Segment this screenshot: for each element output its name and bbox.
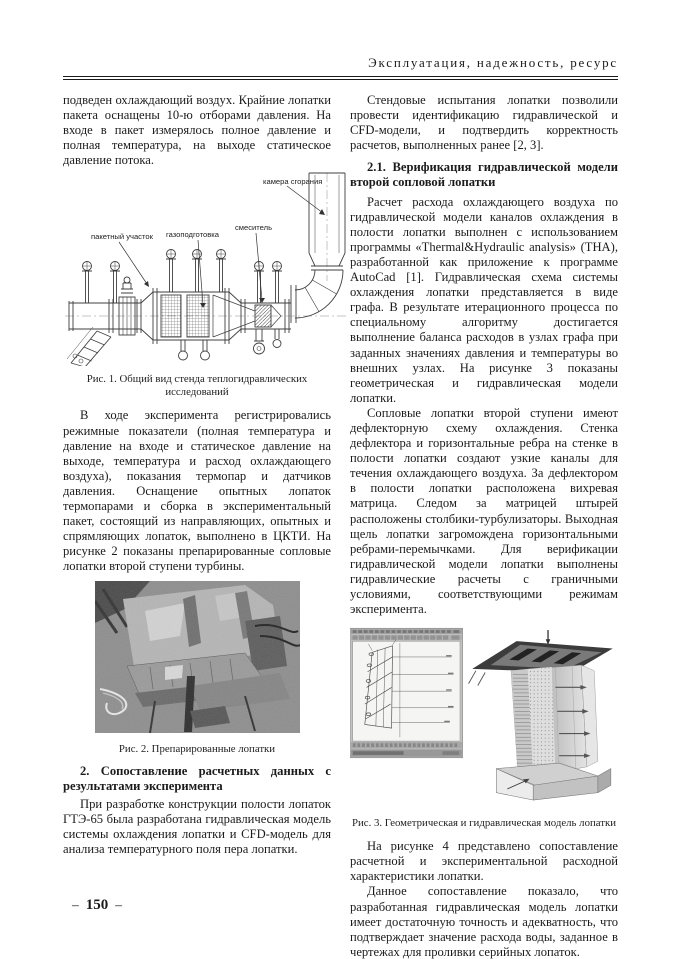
- figure3-3d-blade-model: [463, 623, 618, 808]
- running-head-title: Эксплуатация, надежность, ресурс: [368, 55, 618, 70]
- figure-3: [350, 623, 618, 830]
- figure-1: [63, 171, 331, 399]
- mixer-label: смеситель: [235, 223, 273, 233]
- figure3-caption: Рис. 3. Геометрическая и гидравлическая модель лопатки: [352, 817, 616, 830]
- left-column: [63, 93, 331, 959]
- paragraph-experiment-readings: В ходе эксперимента регистрировались режимные показатели (полная температура и давление на входе и статическое давление на выходе, температура и расход охлаждающего воздуха), показания термопар и датчиков давления. Оснащение опытных лопаток термопарами и сборка в экспериментальный пакет, состоящий из направляющих, опытных и спрямляющих лопаток, выполнено в ЦКТИ. На рисунке 2 показаны препарированные сопловые лопатки второй ступени турбины.: [63, 408, 331, 574]
- angled-branch: [67, 327, 111, 366]
- figure1-test-stand-diagram: [63, 171, 348, 366]
- paragraph-conclusion: Данное сопоставление показало, что разработанная гидравлическая модель лопатки имеет достаточную точность и адекватность, что подтверждает значение расхода воды, заданное в чертежах для проливки серийных лопаток.: [350, 884, 618, 959]
- figure2-blades-photo: [95, 581, 300, 733]
- gas-preparation-label: газоподготовка: [166, 230, 219, 240]
- page-number: 150: [85, 897, 109, 913]
- figure-2: [63, 581, 331, 756]
- page-footer: [72, 897, 122, 914]
- running-head: [63, 55, 618, 80]
- centerlines: [65, 173, 348, 316]
- figure3-images: [350, 623, 618, 808]
- two-column-body: [63, 93, 618, 959]
- cad-bottom-toolbar-icons: [353, 744, 457, 748]
- figure1-caption: Рис. 1. Общий вид стенда теплогидравлических исследований: [86, 373, 308, 399]
- paragraph-stand-tests: Стендовые испытания лопатки позволили провести идентификацию гидравлической и CFD-модели, и подтвердить корректность расчетов, выполненных ранее [2, 3].: [350, 93, 618, 153]
- combustion-chamber-label: камера сгорания: [263, 177, 323, 187]
- section-2-heading: 2. Сопоставление расчетных данных с результатами эксперимента: [63, 763, 331, 793]
- right-column: [350, 93, 618, 959]
- footer-dash-right: –: [115, 897, 122, 912]
- paragraph-nozzle-cooling: Сопловые лопатки второй ступени имеют дефлекторную схему охлаждения. Стенка дефлектора и горизонтальные ребра на стенке в полости лопатки создают узкие каналы для течения охлаждающего воздуха. За дефлектором в полости лопатки расположена вихревая матрица. Следом за матрицей штырей расположены столбики-турбулизаторы. Выходная щель лопатки загромождена горизонтальными ребрами-перемычками. Для верификации гидравлической модели лопатки выполнены гидравлические расчеты с граничными условиями, соответствующими режимам эксперимента.: [350, 405, 618, 617]
- package-section-label: пакетный участок: [91, 232, 153, 242]
- paragraph-figure4-reference: На рисунке 4 представлено сопоставление расчетной и экспериментальной расходной характеристики лопатки.: [350, 839, 618, 884]
- leader-lines: [119, 186, 323, 305]
- figure2-caption: Рис. 2. Препарированные лопатки: [118, 742, 276, 755]
- stand-linework: [67, 173, 345, 366]
- paragraph-hydraulic-calc: Расчет расхода охлаждающего воздуха по гидравлической модели каналов охлаждения в полости лопатки выполнен с использованием программы «Thermal&Hydraulic analysis» (ТНА), разработанной как приложение к программе AutoCad [1]. Гидравлическая схема системы охлаждения лопатки представляется в виде графа. В результате итерационного процесса по специальному алгоритму достигается выполнение баланса расходов в узлах графа при заданных значениях давления и температуры во внешних узлах. На рисунке 3 показаны геометрическая и гидравлическая модели лопатки.: [350, 194, 618, 405]
- footer-dash-left: –: [72, 897, 79, 912]
- section-2-1-heading: 2.1. Верификация гидравлической модели второй сопловой лопатки: [350, 160, 618, 190]
- paragraph-cooling-air: подведен охлаждающий воздух. Крайние лопатки пакета оснащены 10-ю отборами давления. На входе в пакет измерялось полное давление и полная температура, на выходе статическое давление потока.: [63, 93, 331, 168]
- valve-stems: [82, 250, 282, 304]
- paragraph-gte65-model: При разработке конструкции полости лопаток ГТЭ-65 была разработана гидравлическая модель системы охлаждения лопатки и CFD-модель для анализа температурного поля пера лопатки.: [63, 796, 331, 856]
- figure3-cad-screenshot: [350, 623, 463, 763]
